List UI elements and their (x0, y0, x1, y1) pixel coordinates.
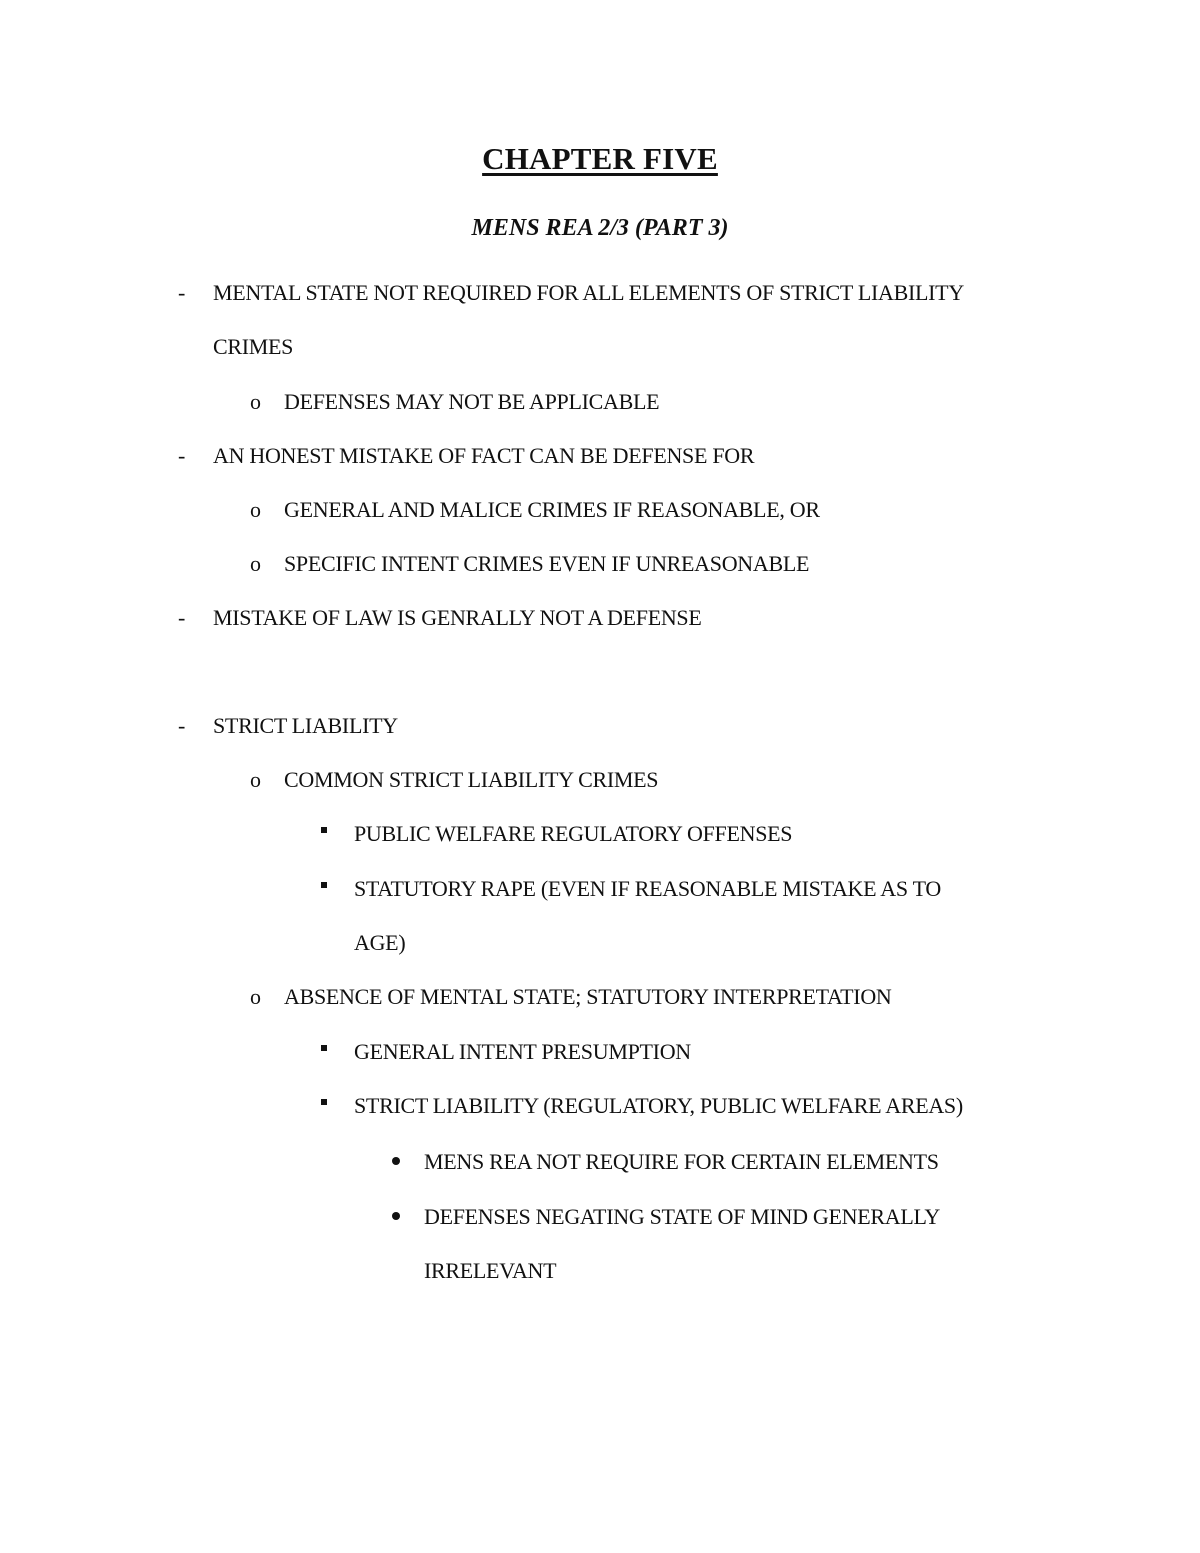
circle-bullet: o (250, 497, 261, 522)
square-bullet (321, 882, 327, 888)
list-item-text: ABSENCE OF MENTAL STATE; STATUTORY INTERPRETATION (284, 984, 892, 1009)
list-item-text: DEFENSES NEGATING STATE OF MIND GENERALLY (424, 1204, 941, 1229)
round-bullet (392, 1212, 400, 1220)
round-bullet (392, 1157, 400, 1165)
list-item-text: SPECIFIC INTENT CRIMES EVEN IF UNREASONABLE (284, 551, 810, 576)
list-item-text: AGE) (354, 930, 406, 955)
list-item-text: DEFENSES MAY NOT BE APPLICABLE (284, 389, 660, 414)
list-item-text: STATUTORY RAPE (EVEN IF REASONABLE MISTAKE AS TO (354, 876, 941, 901)
square-bullet (321, 1099, 327, 1105)
list-item-text: STRICT LIABILITY (213, 713, 398, 738)
list-item-text: COMMON STRICT LIABILITY CRIMES (284, 767, 659, 792)
list-item-text: GENERAL INTENT PRESUMPTION (354, 1039, 691, 1064)
circle-bullet: o (250, 984, 261, 1009)
dash-bullet: - (178, 443, 186, 468)
dash-bullet: - (178, 280, 186, 305)
list-item-text: AN HONEST MISTAKE OF FACT CAN BE DEFENSE FOR (213, 443, 755, 468)
dash-bullet: - (178, 605, 186, 630)
chapter-title: CHAPTER FIVE (482, 141, 718, 176)
list-item-text: MENTAL STATE NOT REQUIRED FOR ALL ELEMENTS OF STRICT LIABILITY (213, 280, 964, 305)
list-item-text: STRICT LIABILITY (REGULATORY, PUBLIC WELFARE AREAS) (354, 1093, 963, 1118)
list-item-text: PUBLIC WELFARE REGULATORY OFFENSES (354, 821, 793, 846)
list-item-text: CRIMES (213, 334, 294, 359)
list-item-text: GENERAL AND MALICE CRIMES IF REASONABLE, OR (284, 497, 820, 522)
square-bullet (321, 827, 327, 833)
circle-bullet: o (250, 767, 261, 792)
list-item-text: IRRELEVANT (424, 1258, 557, 1283)
circle-bullet: o (250, 551, 261, 576)
list-item-text: MENS REA NOT REQUIRE FOR CERTAIN ELEMENTS (424, 1149, 939, 1174)
circle-bullet: o (250, 389, 261, 414)
square-bullet (321, 1045, 327, 1051)
dash-bullet: - (178, 713, 186, 738)
chapter-subtitle: MENS REA 2/3 (PART 3) (471, 215, 729, 241)
list-item-text: MISTAKE OF LAW IS GENRALLY NOT A DEFENSE (213, 605, 702, 630)
